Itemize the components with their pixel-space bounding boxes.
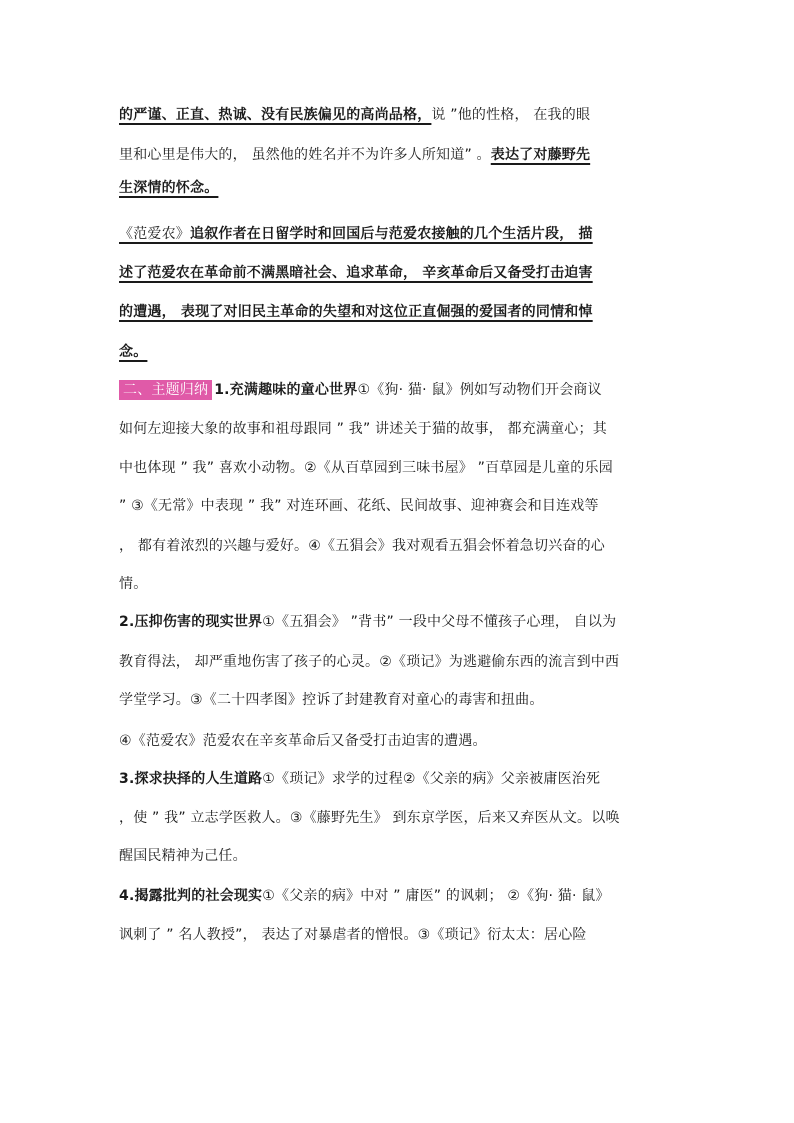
- topic3-line1: [119, 763, 679, 795]
- plain-text: 醒国民精神为己任。: [119, 848, 247, 864]
- plain-text: 如何左迎接大象的故事和祖母跟同 ” 我” 讲述关于猫的故事， 都充满童心；其: [119, 421, 607, 437]
- topic3-line2: [119, 802, 679, 834]
- para1-line3: [119, 172, 679, 204]
- bold-underlined-text: 表达了对藤野先: [490, 147, 591, 163]
- plain-text: ①《琐记》求学的过程②《父亲的病》父亲被庸医治死: [262, 771, 601, 787]
- topic1-line4: [119, 490, 679, 522]
- topic1-title: 1.充满趣味的童心世界: [214, 382, 358, 398]
- topic1-line3: [119, 452, 679, 484]
- plain-text: ①《父亲的病》中对 ” 庸医” 的讽刺； ②《狗· 猫· 鼠》: [262, 888, 610, 904]
- para2-line4: [119, 336, 679, 368]
- topic3-title: 3.探求抉择的人生道路: [119, 771, 263, 787]
- bold-underlined-text: 念。: [119, 344, 148, 360]
- topic2-title: 2.压抑伤害的现实世界: [119, 614, 263, 630]
- plain-text: 中也体现 ” 我” 喜欢小动物。②《从百草园到三味书屋》 ”百草园是儿童的乐园: [119, 460, 613, 476]
- plain-text: ①《五猖会》 ”背书” 一段中父母不懂孩子心理， 自以为: [262, 614, 617, 630]
- plain-text: ，使 ” 我” 立志学医救人。③《藤野先生》 到东京学医，后来又弃医从文。以唤: [119, 810, 620, 826]
- para1-line1: [119, 99, 679, 131]
- para1-line2: [119, 139, 679, 171]
- topic2-line4: [119, 725, 679, 757]
- plain-text: 情。: [119, 576, 148, 592]
- topic4-line1: [119, 880, 679, 912]
- plain-text: ④《范爱农》范爱农在辛亥革命后又备受打击迫害的遭遇。: [119, 733, 487, 749]
- topic4-line2: [119, 919, 679, 951]
- plain-text: ①《狗· 猫· 鼠》例如写动物们开会商议: [357, 382, 602, 398]
- plain-text: 里和心里是伟大的， 虽然他的姓名并不为许多人所知道” 。: [119, 147, 491, 163]
- topic1-line2: [119, 413, 679, 445]
- topic3-line3: [119, 840, 679, 872]
- plain-text: 教育得法， 却严重地伤害了孩子的心灵。②《琐记》为逃避偷东西的流言到中西: [119, 654, 620, 670]
- plain-text: 说 ”他的性格， 在我的眼: [431, 107, 591, 123]
- topic2-line2: [119, 646, 679, 678]
- section2-line1: [119, 374, 679, 406]
- bold-underlined-text: 的遭遇， 表现了对旧民主革命的失望和对这位正直倔强的爱国者的同情和悼: [119, 304, 593, 320]
- book-title: 《范爱农》: [119, 226, 190, 242]
- topic1-line5: [119, 530, 679, 562]
- bold-underlined-text: 生深情的怀念。: [119, 180, 219, 196]
- topic4-title: 4.揭露批判的社会现实: [119, 888, 263, 904]
- plain-text: ， 都有着浓烈的兴趣与爱好。④《五猖会》我对观看五猖会怀着急切兴奋的心: [119, 538, 605, 554]
- plain-text: ” ③《无常》中表现 ” 我” 对连环画、花纸、民间故事、迎神赛会和目连戏等: [119, 498, 599, 514]
- plain-text: 讽刺了 ” 名人教授”， 表达了对暴虐者的憎恨。③《琐记》衍太太：居心险: [119, 927, 587, 943]
- bold-underlined-text: 追叙作者在日留学时和回国后与范爱农接触的几个生活片段， 描: [190, 226, 593, 242]
- bold-underlined-text: 的严谨、正直、热诚、没有民族偏见的高尚品格，: [119, 107, 432, 123]
- topic2-line1: [119, 606, 679, 638]
- para2-line1: [119, 218, 679, 250]
- plain-text: 学堂学习。③《二十四孝图》控诉了封建教育对童心的毒害和扭曲。: [119, 692, 544, 708]
- para2-line2: [119, 257, 679, 289]
- section-heading: 二、主题归纳: [119, 380, 212, 400]
- para2-line3: [119, 296, 679, 328]
- topic1-line6: [119, 568, 679, 600]
- topic2-line3: [119, 684, 679, 716]
- bold-underlined-text: 述了范爱农在革命前不满黑暗社会、追求革命， 辛亥革命后又备受打击迫害: [119, 265, 593, 281]
